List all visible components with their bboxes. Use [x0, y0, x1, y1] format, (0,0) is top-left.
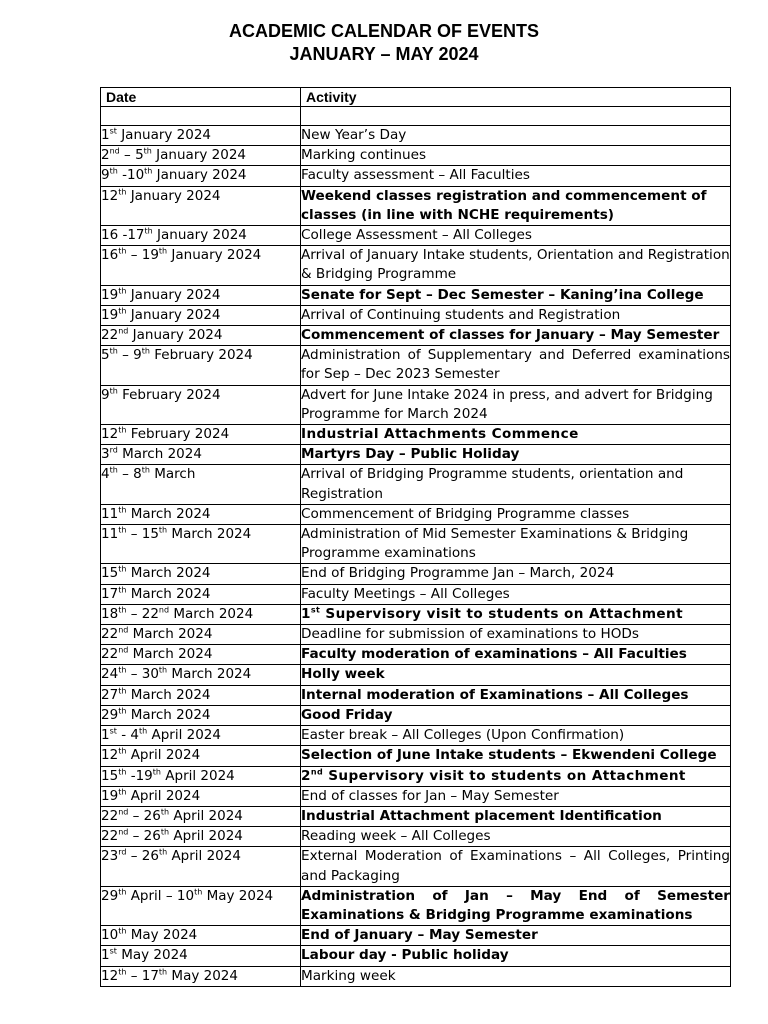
event-date [101, 625, 301, 645]
text-fragment: 1 [101, 727, 110, 744]
event-date [101, 946, 301, 966]
event-activity: Weekend classes registration and commencement of classes (in line with NCHE requirements) [301, 186, 731, 225]
ordinal-suffix: th [160, 807, 170, 817]
ordinal-suffix: nd [118, 807, 129, 817]
text-fragment: -10 [117, 167, 145, 184]
text-fragment: 22 [101, 626, 119, 643]
table-row [101, 246, 731, 285]
table-row [101, 926, 731, 946]
text-fragment: 16 [101, 247, 119, 264]
text-fragment: 18 [101, 605, 119, 622]
text-fragment: – 17 [126, 967, 159, 984]
event-date [101, 186, 301, 225]
text-fragment: 22 [101, 327, 119, 344]
event-activity: Deadline for submission of examinations to HODs [301, 625, 731, 645]
event-date [101, 305, 301, 325]
event-date [101, 966, 301, 986]
table-row [101, 827, 731, 847]
table-row [101, 886, 731, 925]
table-row [101, 285, 731, 305]
ordinal-suffix: th [118, 887, 127, 897]
event-date [101, 886, 301, 925]
text-fragment: May 2024 [126, 927, 198, 944]
event-activity: External Moderation of Examinations – All Colleges, Printing and Packaging [301, 847, 731, 886]
text-fragment: 9 [101, 167, 110, 184]
event-date [101, 385, 301, 424]
text-fragment: 19 [101, 306, 119, 323]
text-fragment: January 2024 [126, 187, 221, 204]
ordinal-suffix: th [141, 465, 150, 475]
text-fragment: 2 [101, 147, 110, 164]
event-date [101, 645, 301, 665]
event-activity: Advert for June Intake 2024 in press, and advert for Bridging Programme for March 2024 [301, 385, 731, 424]
ordinal-suffix: th [158, 847, 168, 857]
text-fragment: 10 [101, 927, 119, 944]
text-fragment: 2 [301, 767, 311, 784]
ordinal-suffix: th [109, 346, 118, 356]
text-fragment: 1 [101, 127, 110, 143]
event-date [101, 604, 301, 624]
text-fragment: 12 [101, 747, 119, 764]
text-fragment: -19 [126, 767, 153, 784]
event-date [101, 766, 301, 786]
text-fragment: – 22 [126, 605, 159, 622]
text-fragment: January 2024 [151, 147, 247, 164]
ordinal-suffix: st [109, 126, 117, 136]
event-date [101, 746, 301, 766]
event-activity: Marking week [301, 966, 731, 986]
ordinal-suffix: st [310, 605, 321, 615]
ordinal-suffix: th [118, 787, 127, 797]
text-fragment: March 2024 [167, 526, 252, 543]
ordinal-suffix: th [118, 967, 127, 977]
text-fragment: 3 [101, 446, 110, 463]
text-fragment: 1 [301, 605, 311, 622]
event-date [101, 685, 301, 705]
event-activity: Marking continues [301, 146, 731, 166]
text-fragment: – 26 [128, 828, 161, 845]
table-row [101, 665, 731, 685]
text-fragment: April 2024 [169, 807, 243, 824]
ordinal-suffix: th [118, 605, 127, 615]
event-date [101, 525, 301, 564]
table-row [101, 766, 731, 786]
text-fragment: March 2024 [169, 605, 254, 622]
text-fragment: 24 [101, 666, 119, 683]
text-fragment: 19 [101, 286, 119, 303]
table-row [101, 946, 731, 966]
ordinal-suffix: nd [118, 625, 129, 635]
event-activity: Administration of Supplementary and Deferred examinations for Sep – Dec 2023 Semester [301, 346, 731, 385]
table-row [101, 465, 731, 504]
event-activity: End of Bridging Programme Jan – March, 2024 [301, 564, 731, 584]
table-row [101, 746, 731, 766]
event-date [101, 504, 301, 524]
text-fragment: – 30 [126, 666, 159, 683]
event-activity: Administration of Jan – May End of Semester Examinations & Bridging Programme examinations [301, 886, 731, 925]
text-fragment: 16 -17 [101, 227, 145, 244]
text-fragment: - 4 [116, 727, 139, 744]
event-activity: Arrival of January Intake students, Orientation and Registration & Bridging Programme [301, 246, 731, 285]
text-fragment: April – 10 [126, 887, 195, 904]
event-date [101, 847, 301, 886]
ordinal-suffix: th [109, 386, 118, 396]
table-row [101, 445, 731, 465]
table-row [101, 305, 731, 325]
text-fragment: 27 [101, 686, 119, 703]
ordinal-suffix: th [138, 726, 148, 736]
event-activity: Holly week [301, 665, 731, 685]
text-fragment: 12 [101, 187, 119, 204]
text-fragment: – 26 [126, 848, 159, 865]
text-fragment: – 19 [126, 247, 159, 264]
spacer-row [101, 107, 731, 126]
ordinal-suffix: th [118, 585, 127, 595]
page-subtitle: JANUARY – MAY 2024 [289, 44, 479, 64]
ordinal-suffix: th [118, 306, 127, 316]
event-activity: Reading week – All Colleges [301, 827, 731, 847]
text-fragment: 11 [101, 505, 119, 522]
text-fragment: January 2024 [152, 227, 247, 244]
ordinal-suffix: st [109, 726, 117, 736]
calendar-table [100, 87, 731, 987]
text-fragment: March 2024 [128, 646, 213, 663]
text-fragment: February 2024 [149, 347, 253, 364]
ordinal-suffix: nd [109, 146, 120, 156]
event-activity: Administration of Mid Semester Examinations & Bridging Programme examinations [301, 525, 731, 564]
event-date [101, 465, 301, 504]
table-row [101, 645, 731, 665]
text-fragment: 23 [101, 848, 119, 865]
event-activity: New Year’s Day [301, 126, 731, 146]
table-row [101, 584, 731, 604]
activity-column-header: Activity [301, 88, 731, 107]
calendar-body [101, 107, 731, 987]
table-row [101, 625, 731, 645]
table-row [101, 966, 731, 986]
table-row [101, 604, 731, 624]
text-fragment: January 2024 [126, 306, 221, 323]
text-fragment: 9 [101, 386, 110, 403]
text-fragment: 12 [101, 426, 119, 443]
ordinal-suffix: th [158, 246, 168, 256]
event-date [101, 166, 301, 186]
event-activity [301, 766, 731, 786]
text-fragment: March 2024 [117, 446, 202, 463]
table-row [101, 186, 731, 225]
table-row [101, 705, 731, 725]
event-activity: Arrival of Bridging Programme students, orientation and Registration [301, 465, 731, 504]
text-fragment: April 2024 [169, 828, 243, 845]
event-date [101, 246, 301, 285]
text-fragment: January 2024 [167, 247, 262, 264]
table-row [101, 425, 731, 445]
ordinal-suffix: st [109, 946, 117, 956]
ordinal-suffix: nd [118, 645, 129, 655]
table-row [101, 166, 731, 186]
event-activity: Arrival of Continuing students and Registration [301, 305, 731, 325]
ordinal-suffix: nd [158, 605, 170, 615]
table-row [101, 346, 731, 385]
text-fragment: March 2024 [167, 666, 252, 683]
text-fragment: 15 [101, 565, 119, 582]
text-fragment: – 5 [119, 147, 144, 164]
text-fragment: 15 [101, 767, 119, 784]
ordinal-suffix: th [158, 525, 168, 535]
date-column-header: Date [101, 88, 301, 107]
ordinal-suffix: th [109, 465, 118, 475]
ordinal-suffix: th [143, 146, 152, 156]
event-date [101, 726, 301, 746]
text-fragment: 19 [101, 787, 119, 804]
text-fragment: April 2024 [126, 747, 201, 764]
text-fragment: 4 [101, 466, 110, 483]
text-fragment: March 2024 [126, 706, 211, 723]
event-date [101, 226, 301, 246]
ordinal-suffix: nd [118, 827, 129, 837]
table-row [101, 226, 731, 246]
ordinal-suffix: th [144, 166, 153, 176]
text-fragment: April 2024 [126, 787, 201, 804]
table-row [101, 126, 731, 146]
event-date [101, 564, 301, 584]
text-fragment: April 2024 [160, 767, 235, 784]
text-fragment: 22 [101, 828, 119, 845]
event-activity: Commencement of Bridging Programme classes [301, 504, 731, 524]
ordinal-suffix: th [118, 525, 127, 535]
ordinal-suffix: th [144, 226, 153, 236]
event-activity: Selection of June Intake students – Ekwendeni College [301, 746, 731, 766]
text-fragment: – 26 [128, 807, 161, 824]
text-fragment: March 2024 [126, 505, 211, 522]
event-activity: Faculty Meetings – All Colleges [301, 584, 731, 604]
event-activity: Industrial Attachments Commence [301, 425, 731, 445]
text-fragment: 29 [101, 706, 119, 723]
text-fragment: 29 [101, 887, 119, 904]
ordinal-suffix: th [158, 665, 168, 675]
event-date [101, 126, 301, 146]
ordinal-suffix: rd [109, 445, 118, 455]
event-date [101, 827, 301, 847]
table-row [101, 564, 731, 584]
text-fragment: April 2024 [147, 727, 221, 744]
ordinal-suffix: rd [118, 847, 127, 857]
table-row [101, 146, 731, 166]
event-activity: End of classes for Jan – May Semester [301, 786, 731, 806]
event-date [101, 326, 301, 346]
text-fragment: 11 [101, 526, 119, 543]
ordinal-suffix: th [118, 686, 127, 696]
table-row [101, 806, 731, 826]
event-activity: Internal moderation of Examinations – All Colleges [301, 685, 731, 705]
table-row [101, 326, 731, 346]
text-fragment: – 8 [117, 466, 142, 483]
ordinal-suffix: th [194, 887, 203, 897]
text-fragment: March [149, 466, 196, 483]
table-row [101, 786, 731, 806]
text-fragment: March 2024 [128, 626, 213, 643]
table-row [101, 685, 731, 705]
event-activity: College Assessment – All Colleges [301, 226, 731, 246]
event-date [101, 285, 301, 305]
text-fragment: May 2024 [167, 967, 238, 984]
event-activity: End of January – May Semester [301, 926, 731, 946]
table-row [101, 525, 731, 564]
event-date [101, 425, 301, 445]
table-row [101, 726, 731, 746]
page-title-block [0, 20, 768, 66]
ordinal-suffix: th [118, 564, 127, 574]
ordinal-suffix: th [118, 286, 127, 296]
text-fragment: – 9 [117, 347, 142, 364]
text-fragment: May 2024 [116, 947, 188, 964]
event-date [101, 786, 301, 806]
text-fragment: 5 [101, 347, 110, 364]
event-date [101, 584, 301, 604]
page-title: ACADEMIC CALENDAR OF EVENTS [228, 21, 539, 41]
ordinal-suffix: th [118, 665, 127, 675]
event-activity: Labour day - Public holiday [301, 946, 731, 966]
event-activity: Senate for Sept – Dec Semester – Kaning’ina College [301, 285, 731, 305]
text-fragment: – 15 [126, 526, 159, 543]
ordinal-suffix: th [118, 187, 127, 197]
text-fragment: March 2024 [126, 585, 211, 602]
event-activity: Easter break – All Colleges (Upon Confirmation) [301, 726, 731, 746]
event-activity: Good Friday [301, 705, 731, 725]
text-fragment: April 2024 [167, 848, 241, 865]
table-row [101, 504, 731, 524]
table-row [101, 385, 731, 424]
event-activity: Martyrs Day – Public Holiday [301, 445, 731, 465]
event-date [101, 665, 301, 685]
ordinal-suffix: th [118, 706, 127, 716]
text-fragment: February 2024 [117, 386, 221, 403]
event-activity [301, 604, 731, 624]
text-fragment: 12 [101, 967, 119, 984]
event-activity: Commencement of classes for January – May Semester [301, 326, 731, 346]
text-fragment: 1 [101, 947, 110, 964]
ordinal-suffix: th [160, 827, 170, 837]
text-fragment: May 2024 [202, 887, 274, 904]
event-date [101, 705, 301, 725]
ordinal-suffix: th [152, 767, 161, 776]
ordinal-suffix: th [158, 967, 168, 977]
text-fragment: January 2024 [152, 167, 247, 184]
table-row [101, 847, 731, 886]
ordinal-suffix: th [118, 926, 127, 936]
text-fragment: 17 [101, 585, 119, 602]
event-activity: Industrial Attachment placement Identification [301, 806, 731, 826]
ordinal-suffix: th [118, 767, 127, 776]
text-fragment: March 2024 [126, 565, 211, 582]
ordinal-suffix: th [118, 246, 127, 256]
ordinal-suffix: th [141, 346, 150, 356]
event-activity: Faculty assessment – All Faculties [301, 166, 731, 186]
text-fragment: Supervisory visit to students on Attachment [323, 767, 686, 784]
text-fragment: January 2024 [126, 286, 221, 303]
event-activity: Faculty moderation of examinations – All Faculties [301, 645, 731, 665]
ordinal-suffix: th [118, 505, 127, 515]
text-fragment: 22 [101, 807, 119, 824]
text-fragment: March 2024 [126, 686, 211, 703]
event-date [101, 346, 301, 385]
text-fragment: January 2024 [128, 327, 223, 344]
event-date [101, 806, 301, 826]
ordinal-suffix: th [118, 746, 127, 756]
ordinal-suffix: nd [310, 766, 324, 776]
event-date [101, 445, 301, 465]
ordinal-suffix: nd [118, 326, 129, 336]
text-fragment: January 2024 [116, 127, 212, 143]
event-date [101, 146, 301, 166]
text-fragment: 22 [101, 646, 119, 663]
table-header-row [101, 88, 731, 107]
text-fragment: February 2024 [126, 426, 230, 443]
event-date [101, 926, 301, 946]
text-fragment: Supervisory visit to students on Attachment [320, 605, 683, 622]
ordinal-suffix: th [109, 166, 118, 176]
ordinal-suffix: th [118, 425, 127, 435]
